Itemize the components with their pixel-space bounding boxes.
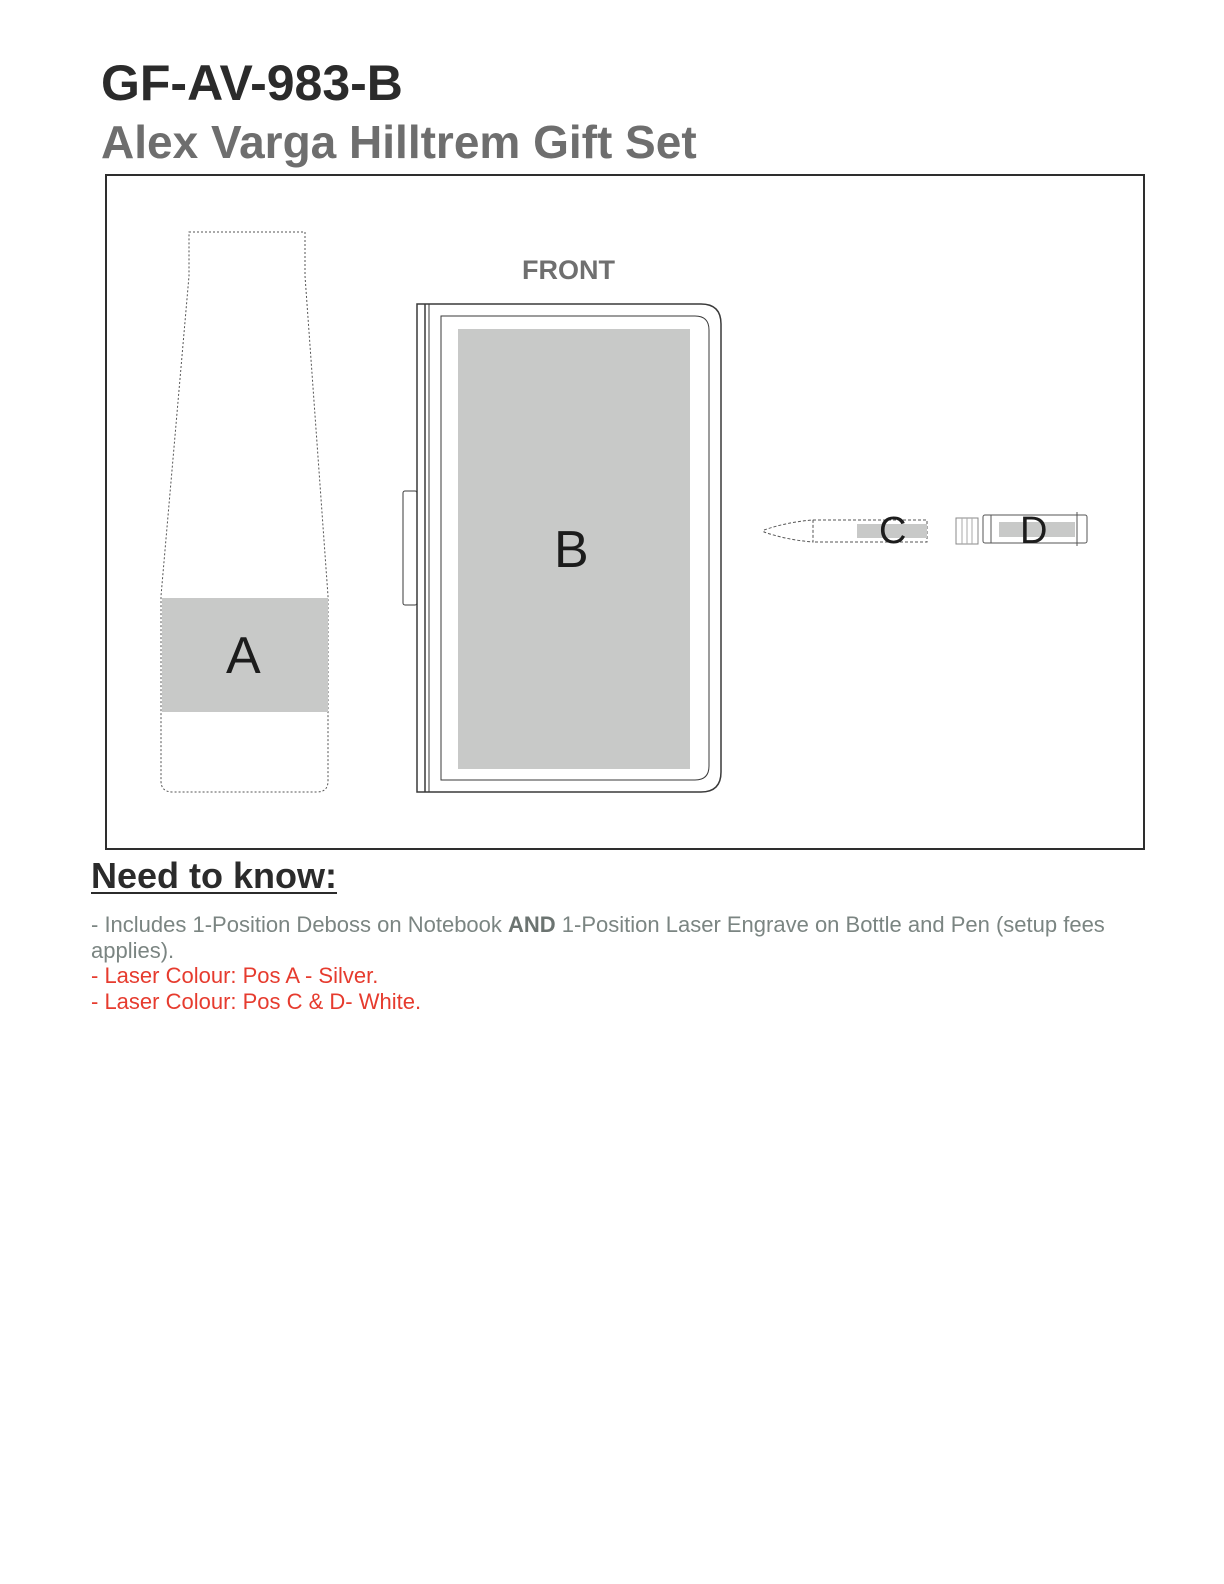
note-setup-part2: 1-Position Laser Engrave on Bottle and Pen (setup fees applies). — [91, 912, 1105, 963]
note-setup-part1: - Includes 1-Position Deboss on Notebook — [91, 912, 509, 937]
product-illustration-frame — [105, 174, 1145, 850]
position-c-label: C — [879, 510, 907, 552]
position-a-label: A — [226, 627, 261, 685]
product-code: GF-AV-983-B — [101, 55, 403, 111]
note-laser-colour-a: - Laser Colour: Pos A - Silver. — [91, 963, 379, 988]
position-b-label: B — [554, 521, 589, 579]
front-view-label: FRONT — [522, 255, 615, 285]
bottle-drawing — [161, 232, 328, 792]
product-name: Alex Varga Hilltrem Gift Set — [101, 116, 697, 168]
note-setup-and: AND — [508, 912, 556, 937]
need-to-know-heading: Need to know: — [91, 855, 338, 896]
note-setup-fees — [91, 912, 1151, 963]
product-illustration — [107, 176, 1143, 848]
notes-list — [91, 912, 1151, 1014]
note-laser-colour-cd: - Laser Colour: Pos C & D- White. — [91, 988, 422, 1014]
position-d-label: D — [1020, 510, 1048, 552]
